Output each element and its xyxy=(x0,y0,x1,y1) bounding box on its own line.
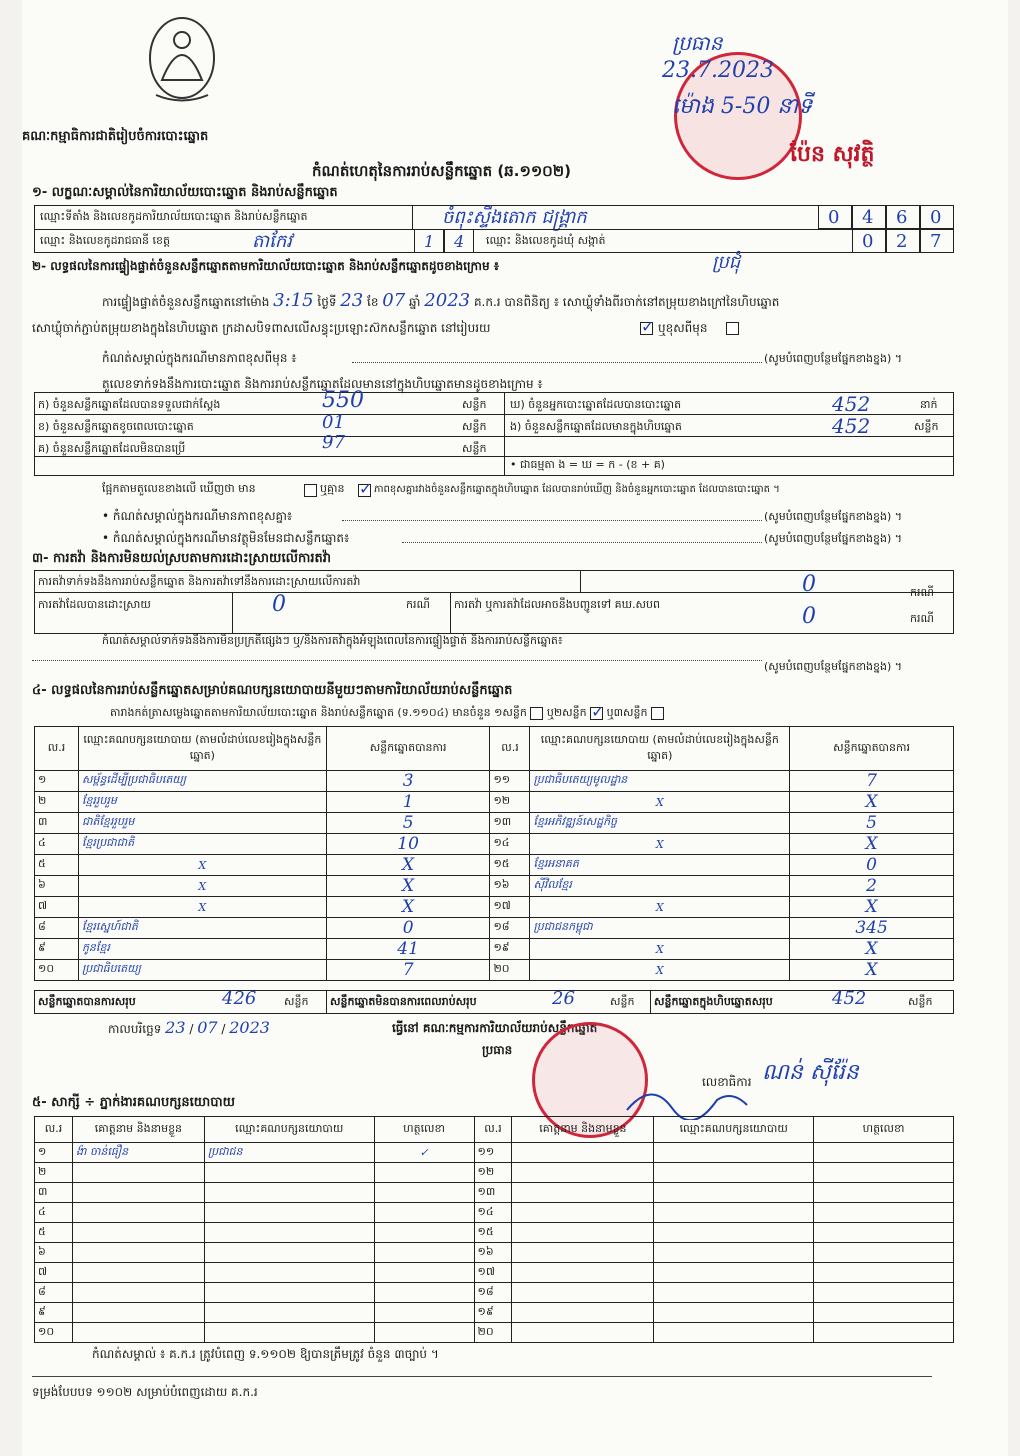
section1-row2-label2: ឈ្មោះ និងលេខកូដឃុំ សង្កាត់ xyxy=(486,234,606,247)
section3-row2-value: 0 xyxy=(272,592,286,617)
w-col-name-right: គោត្តនាម និងនាមខ្លួន xyxy=(512,1117,654,1143)
section2-line2: សោឃ្លុំចាក់ភ្ជាប់តម្រុយខាងក្នុងនៃហិបឆ្នោត ក្រដាសបិទពាសលើសន្ធុះប្រឡោះស៊កសន្លឹកឆ្នោត នៅរៀបរយ xyxy=(32,321,491,335)
fill-note-2: (សូមបំពេញបន្ថែមផ្នែកខាងខ្នង) ។ xyxy=(764,510,903,523)
footer-text: ទម្រង់បែបបទ ១១០២ សម្រាប់បំពេញដោយ គ.ក.រ xyxy=(32,1385,258,1399)
stamp-name: ប៉ែន សុវត្ថិ xyxy=(790,142,875,167)
section1-row1-value: ចំពុះស្ទឹងតោក ជង្គ្រាក xyxy=(442,207,587,228)
table-row: ៧ ១៧ xyxy=(35,1263,954,1283)
verify-day: 23 xyxy=(340,290,364,311)
stamp-note-3: ម៉ោង 5-50 នាទី xyxy=(672,94,813,119)
gh-value: 452 xyxy=(832,392,871,416)
table-row: ៩ កូនខ្មែរ 41 ១៩ X X xyxy=(35,939,954,960)
section3-row2: ការតវ៉ាដែលបានដោះស្រាយ xyxy=(38,598,151,611)
province-code-1: 1 xyxy=(424,232,435,251)
table-row: ៤ ១៤ xyxy=(35,1203,954,1223)
witness-table xyxy=(34,1116,954,1343)
ng-label: ង) ចំនួនសន្លឹកឆ្នោតដែលមានក្នុងហិបឆ្នោត xyxy=(510,420,682,433)
total-invalid-unit: សន្លឹក xyxy=(610,995,635,1008)
commune-code-3: 7 xyxy=(930,231,942,252)
section1-title: ១- លក្ខណៈសម្គាល់នៃការិយាល័យបោះឆ្នោត និងរាប់សន្លឹកឆ្នោត xyxy=(32,185,338,200)
section1-row1-label: ឈ្មោះទីតាំង និងលេខកូដការិយាល័យបោះឆ្នោត និងរាប់សន្លឹកឆ្នោត xyxy=(40,210,308,223)
verify-month: 07 xyxy=(382,290,406,311)
section3-row1: ការតវ៉ាទាក់ទងនឹងការរាប់សន្លឹកឆ្នោត និងការតវ៉ាទៅនឹងការដោះស្រាយលើការតវ៉ា xyxy=(38,575,361,588)
table-row: ៦ X X ១៦ ស៊ីវិលខ្មែរ 2 xyxy=(35,876,954,897)
table-row: ៥ X X ១៥ ខ្មែរអនាគត 0 xyxy=(35,855,954,876)
table-row: ៧ X X ១៧ X X xyxy=(35,897,954,918)
total-valid-unit: សន្លឹក xyxy=(284,995,309,1008)
commune-code-1: 0 xyxy=(862,231,874,252)
section4-intro: តារាងកត់ត្រាសម្លេងឆ្នោតតាមការិយាល័យបោះឆ្នោត និងរាប់សន្លឹកឆ្នោត (ទ.១១០៤) មានចំនួន ១សន្លឹក ឬ២សន្លឹក ✓ ឬ៣សន្លឹក xyxy=(110,706,664,722)
col-votes-left: សន្លឹកឆ្នោតបានការ xyxy=(326,727,490,771)
section3-title: ៣- ការតវ៉ា និងការមិនយល់ស្របតាមការដោះស្រាយលើការតវ៉ា xyxy=(32,551,331,566)
ko-value: 97 xyxy=(322,432,345,453)
totals-row xyxy=(34,990,954,1014)
has-difference-checkbox[interactable] xyxy=(304,484,317,497)
table-row: ៣ ជាតិខ្មែររួបរួម 5 ១៣ ខ្មែរអភិវឌ្ឍន៍សេដ្ឋកិច្ច 5 xyxy=(35,813,954,834)
no-difference-checkbox[interactable]: ✓ xyxy=(359,479,373,498)
col-party-left: ឈ្មោះគណបក្សនយោបាយ (តាមលំដាប់លេខរៀងក្នុងសន្លឹកឆ្នោត) xyxy=(78,727,326,771)
bullet1: • កំណត់សម្គាល់ក្នុងករណីមានភាពខុសគ្នា៖ xyxy=(102,509,293,523)
commune-code-2: 2 xyxy=(896,231,908,252)
col-no-left: ល.រ xyxy=(35,727,79,771)
section2-line3: តួលេខទាក់ទងនឹងការបោះឆ្នោត និងការរាប់សន្លឹកឆ្នោតដែលមាននៅក្នុងហិបឆ្នោតមានដូចខាងក្រោម ៖ xyxy=(102,377,543,391)
date-line: កាលបរិច្ឆេទ 23 / 07 / 2023 xyxy=(108,1018,270,1037)
w-col-no-left: ល.រ xyxy=(35,1117,73,1143)
fill-note-4: (សូមបំពេញបន្ថែមផ្នែកខាងខ្នង) ។ xyxy=(764,660,903,673)
section2-title: ២- លទ្ធផលនៃការផ្ទៀងផ្ទាត់ចំនួនសន្លឹកឆ្នោតតាមការិយាល័យបោះឆ្នោត និងរាប់សន្លឹកឆ្នោតដូចខាងក្រោម ៖ xyxy=(32,259,500,273)
nec-logo xyxy=(142,10,222,110)
k-unit: សន្លឹក xyxy=(462,398,487,411)
station-code-4: 0 xyxy=(930,207,942,228)
section1-row2-value: តាកែវ xyxy=(252,231,292,252)
kh-label: ខ) ចំនួនសន្លឹកឆ្នោតខូចពេលបោះឆ្នោត xyxy=(38,420,194,433)
total-invalid-label: សន្លឹកឆ្នោតមិនបានការពេលរាប់សរុប xyxy=(330,995,477,1008)
intact-checkbox[interactable]: ✓ xyxy=(641,317,655,336)
w-col-sign-left: ហត្ថលេខា xyxy=(374,1117,474,1143)
k-value: 550 xyxy=(322,388,364,413)
note-label: កំណត់សម្គាល់ក្នុងករណីមានភាពខុសពីមុន ៖ xyxy=(102,351,297,365)
section3-row2b-value: 0 xyxy=(802,604,816,629)
total-box-value: 452 xyxy=(832,988,867,1009)
check-line: ផ្អែកតាមតួលេខខាងលើ ឃើញថា មាន xyxy=(102,482,256,495)
ng-value: 452 xyxy=(832,414,871,438)
station-code-1: 0 xyxy=(828,207,840,228)
stamp-note-2: 23.7.2023 xyxy=(662,58,774,83)
table-row: ៨ ខ្មែរស្នេហ៍ជាតិ 0 ១៨ ប្រជាជនកម្ពុជា 345 xyxy=(35,918,954,939)
section2-line1: ការផ្ទៀងផ្ទាត់ចំនួនសន្លឹកឆ្នោតនៅម៉ោង 3:15 ថ្ងៃទី 23 ខែ 07 ឆ្នាំ 2023 គ.ក.រ បានពិនិត្យ ៖ សោឃ្លុំទាំងពីរចាក់នៅតម្រុយខាងក្រៅនៃហិបឆ្នោត xyxy=(102,290,780,311)
check-line-b: ឬគ្មាន xyxy=(320,482,345,495)
col-party-right: ឈ្មោះគណបក្សនយោបាយ (តាមលំដាប់លេខរៀងក្នុងសន្លឹកឆ្នោត) xyxy=(530,727,790,771)
table-row: ៤ ខ្មែរប្រជាជាតិ 10 ១៤ X X xyxy=(35,834,954,855)
w-col-party-left: ឈ្មោះគណបក្សនយោបាយ xyxy=(204,1117,374,1143)
table-row: ២ ខ្មែររួបរួម 1 ១២ X X xyxy=(35,792,954,813)
kh-value: 01 xyxy=(322,412,345,433)
fill-note-3: (សូមបំពេញបន្ថែមផ្នែកខាងខ្នង) ។ xyxy=(764,532,903,545)
table-row: ៦ ១៦ xyxy=(35,1243,954,1263)
total-box-unit: សន្លឹក xyxy=(908,995,933,1008)
table-row: ២ ១២ xyxy=(35,1163,954,1183)
changed-checkbox[interactable] xyxy=(726,322,739,335)
check-line-c: ភាពខុសគ្នារវាងចំនួនសន្លឹកឆ្នោតក្នុងហិបឆ្នោត ដែលបានរាប់ឃើញ និងចំនួនអ្នកបោះឆ្នោត ដែលបានបោះឆ្នោត ។ xyxy=(374,484,780,495)
section3-row2-unit: ករណី xyxy=(406,598,430,611)
section5-title: ៥- សាក្សី ÷ ភ្នាក់ងារគណបក្សនយោបាយ xyxy=(32,1095,235,1110)
vote-results-table xyxy=(34,726,954,981)
gh-label: ឃ) ចំនួនអ្នកបោះឆ្នោតដែលបានបោះឆ្នោត xyxy=(510,398,682,411)
table-row: ១ សម្ព័ន្ធដើម្បីប្រជាធិបតេយ្យ 3 ១១ ប្រជាធិបតេយ្យមូលដ្ឋាន 7 xyxy=(35,771,954,792)
col-votes-right: សន្លឹកឆ្នោតបានការ xyxy=(790,727,954,771)
total-valid-value: 426 xyxy=(222,988,257,1009)
verify-year: 2023 xyxy=(424,290,471,311)
kh-unit: សន្លឹក xyxy=(462,420,487,433)
total-valid-label: សន្លឹកឆ្នោតបានការសរុប xyxy=(38,995,136,1008)
section3-row1-unit: ករណី xyxy=(910,586,934,599)
table-row: ៥ ១៥ xyxy=(35,1223,954,1243)
table-row: ៩ ១៩ xyxy=(35,1303,954,1323)
section5-footnote: កំណត់សម្គាល់ ៖ គ.ក.រ ត្រូវបំពេញ ទ.១១០២ ឱ្យបានត្រឹមត្រូវ ចំនួន ៣ច្បាប់ ។ xyxy=(92,1347,439,1361)
section3-row2b-unit: ករណី xyxy=(910,612,934,625)
ng-unit: សន្លឹក xyxy=(914,420,939,433)
secretary-signature: ណន់ ស៊ីរ៉ែន xyxy=(762,1060,859,1085)
w-col-no-right: ល.រ xyxy=(474,1117,512,1143)
ko-label: គ) ចំនួនសន្លឹកឆ្នោតដែលមិនបានប្រើ xyxy=(38,442,186,455)
form-title: កំណត់ហេតុនៃការរាប់សន្លឹកឆ្នោត (ឆ.១១០២) xyxy=(312,162,572,180)
gh-unit: នាក់ xyxy=(920,398,938,411)
total-invalid-value: 26 xyxy=(552,988,575,1009)
stamp-note-1: ប្រធាន xyxy=(672,31,723,55)
w-col-party-right: ឈ្មោះគណបក្សនយោបាយ xyxy=(654,1117,814,1143)
total-box-label: សន្លឹកឆ្នោតក្នុងហិបឆ្នោតសរុប xyxy=(654,995,773,1008)
form-page xyxy=(22,0,1008,1456)
ko-unit: សន្លឹក xyxy=(462,442,487,455)
table-row: ១ ង៉ា ចាន់ធឿន ប្រជាជន ✓ ១១ xyxy=(35,1143,954,1163)
table-row: ១០ ប្រជាធិបតេយ្យ 7 ២០ X X xyxy=(35,960,954,981)
committee-line: ធ្វើនៅ គណៈកម្មការការិយាល័យរាប់សន្លឹកឆ្នោត xyxy=(392,1021,598,1035)
table-row: ៨ ១៨ xyxy=(35,1283,954,1303)
table-row: ១០ ២០ xyxy=(35,1323,954,1343)
chair-label: ប្រធាន xyxy=(482,1043,513,1057)
formula: • ជាធម្មតា ង = ឃ = ក - (ខ + គ) xyxy=(510,458,665,471)
section4-title: ៤- លទ្ធផលនៃការរាប់សន្លឹកឆ្នោតសម្រាប់គណបក្សនយោបាយនីមួយៗតាមការិយាល័យរាប់សន្លឹកឆ្នោត xyxy=(32,683,513,698)
section3-row2b: ការតវ៉ា ឬការតវ៉ាដែលអាចនឹងបញ្ជូនទៅ គឃ.សបព xyxy=(454,598,660,611)
section3-note: កំណត់សម្គាល់ទាក់ទងនឹងការមិនប្រក្រតីផ្សេងៗ ឬ/និងការតវ៉ាក្នុងអំឡុងពេលនៃការផ្ទៀងផ្ទាត់ និងការរាប់សន្លឹកឆ្នោត៖ xyxy=(102,634,563,647)
secretary-label: លេខាធិការ xyxy=(702,1075,752,1089)
k-label: ក) ចំនួនសន្លឹកឆ្នោតដែលបានទទួលជាក់ស្តែង xyxy=(38,398,221,411)
section2-line2b: ឬខុសពីមុន xyxy=(658,321,708,335)
station-code-3: 6 xyxy=(896,207,908,228)
province-code-2: 4 xyxy=(454,232,465,251)
fill-note-1: (សូមបំពេញបន្ថែមផ្នែកខាងខ្នង) ។ xyxy=(764,352,903,365)
section1-row2-value2: ប្រជុំ xyxy=(712,252,741,273)
table-row: ៣ ១៣ xyxy=(35,1183,954,1203)
section1-row2-label: ឈ្មោះ និងលេខកូដរាជធានី ខេត្ត xyxy=(40,234,170,247)
w-col-sign-right: ហត្ថលេខា xyxy=(814,1117,954,1143)
chair-signature xyxy=(622,1080,752,1120)
col-no-right: ល.រ xyxy=(490,727,530,771)
section3-row1-value: 0 xyxy=(802,572,816,597)
org-name: គណៈកម្មាធិការជាតិរៀបចំការបោះឆ្នោត xyxy=(22,129,209,144)
verify-time: 3:15 xyxy=(273,290,314,311)
station-code-2: 4 xyxy=(862,207,874,228)
w-col-name-left: គោត្តនាម និងនាមខ្លួន xyxy=(72,1117,204,1143)
bullet2: • កំណត់សម្គាល់ក្នុងករណីមានវត្ថុមិនមែនជាសន្លឹកឆ្នោត៖ xyxy=(102,531,350,545)
